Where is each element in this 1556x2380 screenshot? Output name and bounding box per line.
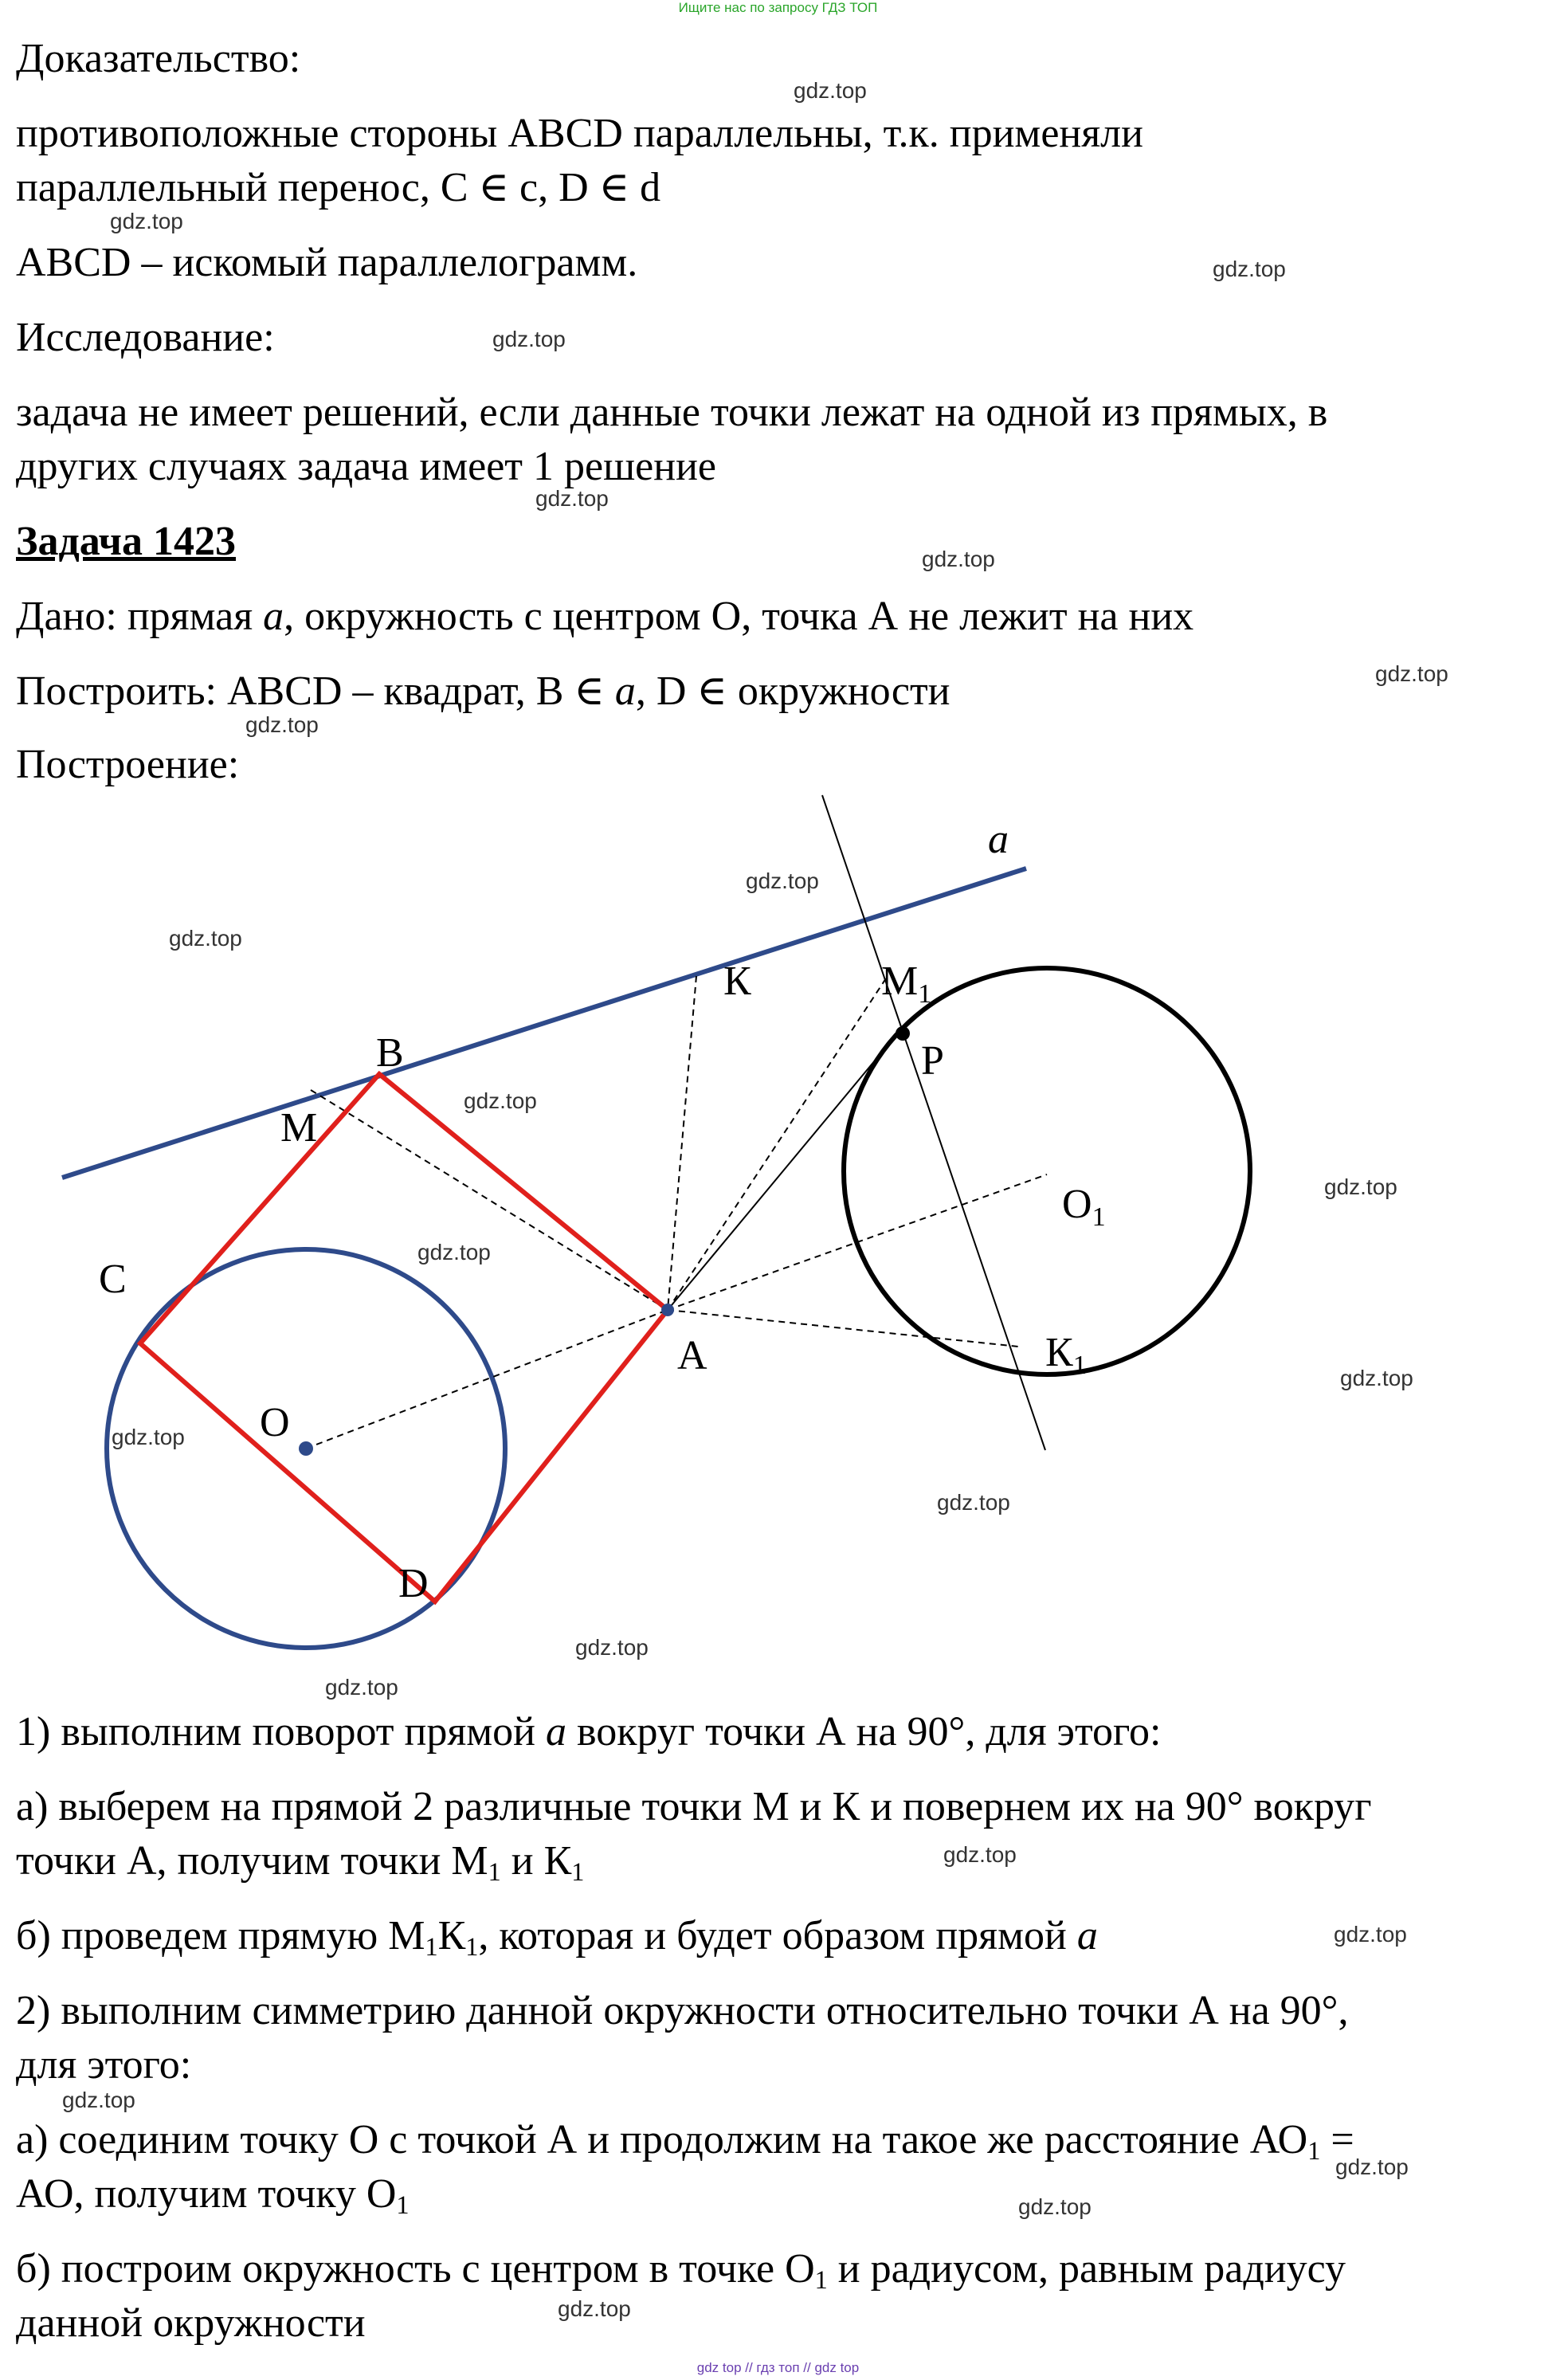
watermark: gdz.top [575, 1635, 649, 1660]
step-2a-line-1: а) соединим точку О с точкой А и продолжим на такое же расстояние $АО_1$ = [16, 2117, 1354, 2166]
proof-line-2: параллельный перенос, C ∈ c, D ∈ d [16, 165, 661, 210]
label-d: D [398, 1561, 429, 1606]
line-a [62, 868, 1026, 1178]
step-2b-line-1: б) построим окружность с центром в точке $О_1$ и радиусом, равным радиусу [16, 2246, 1346, 2295]
step-2-line-2: для этого: [16, 2042, 192, 2088]
step-2b-line-2: данной окружности [16, 2300, 366, 2346]
proof-line-3: ABCD – искомый параллелограмм. [16, 240, 638, 285]
construction-figure [0, 781, 1556, 1665]
step-1: 1) выполним поворот прямой a вокруг точки А на 90°, для этого: [16, 1709, 1162, 1755]
watermark: gdz.top [1375, 661, 1448, 686]
proof-line-1: противоположные стороны ABCD параллельны, т.к. применяли [16, 111, 1143, 156]
task-given: Дано: прямая a, окружность с центром О, точка А не лежит на них [16, 594, 1194, 639]
label-a: a [988, 817, 1009, 862]
point-a [661, 1304, 674, 1316]
step-1a-line-2: точки А, получим точки $М_1$ и $К_1$ [16, 1838, 585, 1887]
label-c: C [99, 1257, 127, 1302]
watermark: gdz.top [110, 209, 183, 233]
task-title: Задача 1423 [16, 519, 236, 564]
label-p: P [921, 1038, 944, 1084]
watermark: gdz.top [417, 1240, 491, 1264]
watermark: gdz.top [1324, 1174, 1397, 1199]
step-2a-line-2: АО, получим точку $О_1$ [16, 2171, 410, 2220]
watermark: gdz.top [62, 2088, 135, 2112]
watermark: gdz.top [1340, 1366, 1413, 1390]
search-hint: Ищите нас по запросу ГДЗ ТОП [678, 0, 878, 15]
watermark: gdz.top [1334, 1922, 1407, 1947]
watermark: gdz.top [535, 486, 609, 511]
watermark: gdz.top [794, 78, 867, 103]
watermark: gdz.top [112, 1425, 185, 1449]
label-o1: O1 [1062, 1182, 1106, 1232]
label-o: O [260, 1400, 290, 1445]
square-abcd [140, 1074, 668, 1602]
label-k1: К1 [1045, 1330, 1087, 1380]
footer-watermark: gdz top // гдз топ // gdz top [696, 2360, 860, 2375]
watermark: gdz.top [169, 926, 242, 951]
watermark: gdz.top [922, 547, 995, 571]
point-p [896, 1026, 910, 1041]
label-m: M [280, 1105, 318, 1151]
watermark: gdz.top [746, 868, 819, 893]
watermark: gdz.top [245, 712, 319, 737]
step-1a-line-1: а) выберем на прямой 2 различные точки М и К и повернем их на 90° вокруг [16, 1784, 1372, 1829]
line-m1k1 [822, 795, 1045, 1450]
watermark: gdz.top [325, 1675, 398, 1700]
watermark: gdz.top [464, 1088, 537, 1113]
label-k: К [723, 959, 751, 1004]
watermark: gdz.top [558, 2296, 631, 2321]
investigation-line-1: задача не имеет решений, если данные точки лежат на одной из прямых, в [16, 390, 1328, 435]
watermark: gdz.top [937, 1490, 1010, 1515]
proof-heading: Доказательство: [16, 36, 301, 81]
step-2-line-1: 2) выполним симметрию данной окружности относительно точки А на 90°, [16, 1988, 1349, 2033]
watermark: gdz.top [1018, 2194, 1092, 2219]
investigation-line-2: других случаях задача имеет 1 решение [16, 444, 716, 489]
label-b: B [376, 1030, 404, 1076]
label-m1: M1 [881, 959, 932, 1009]
step-1b: б) проведем прямую $М_1К_1$, которая и будет образом прямой a [16, 1913, 1098, 1962]
investigation-heading: Исследование: [16, 315, 275, 360]
point-o [299, 1441, 313, 1456]
watermark: gdz.top [1335, 2155, 1409, 2179]
label-a-point: A [677, 1333, 707, 1378]
construction-heading: Построение: [16, 742, 240, 787]
task-build: Построить: ABCD – квадрат, B ∈ a, D ∈ окружности [16, 669, 950, 714]
watermark: gdz.top [1213, 257, 1286, 281]
watermark: gdz.top [943, 1842, 1017, 1867]
watermark: gdz.top [492, 327, 566, 351]
